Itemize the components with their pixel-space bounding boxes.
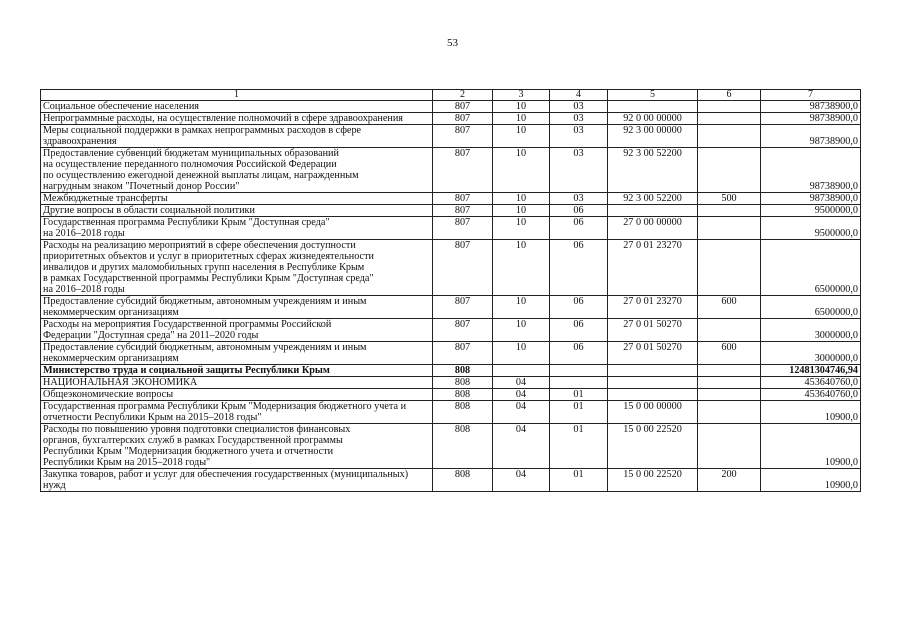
- expense-type-cell: 600: [698, 296, 761, 319]
- subsection-code-cell: 06: [550, 205, 608, 217]
- row-name-cell: Предоставление субсидий бюджетным, автономным учреждениям и иным некоммерческим организациям: [41, 342, 433, 365]
- table-row: [41, 342, 861, 365]
- subsection-code-cell: 03: [550, 125, 608, 148]
- table-row: [41, 113, 861, 125]
- section-code-cell: 10: [493, 296, 550, 319]
- row-name-cell: Расходы на реализацию мероприятий в сфере обеспечения доступности приоритетных объектов и услуг в приоритетных сферах жизнедеятельности инвалидов и других маломобильных групп населения в Республике Крым в рамках Государственной программы Республики Крым "Доступная среда" на 2016–2018 годы: [41, 240, 433, 296]
- page-number: 53: [447, 37, 458, 49]
- row-name-cell: Социальное обеспечение населения: [41, 101, 433, 113]
- subsection-code-cell: 06: [550, 296, 608, 319]
- subsection-code-cell: 06: [550, 319, 608, 342]
- expense-type-cell: [698, 377, 761, 389]
- subsection-code-cell: 03: [550, 113, 608, 125]
- amount-cell: 453640760,0: [761, 389, 861, 401]
- row-name-cell: Меры социальной поддержки в рамках непрограммных расходов в сфере здравоохранения: [41, 125, 433, 148]
- expense-type-cell: [698, 125, 761, 148]
- subsection-code-cell: 01: [550, 469, 608, 492]
- subsection-code-cell: 01: [550, 401, 608, 424]
- amount-cell: 10900,0: [761, 424, 861, 469]
- amount-cell: 10900,0: [761, 469, 861, 492]
- ministry-code-cell: 808: [433, 389, 493, 401]
- expense-type-cell: [698, 319, 761, 342]
- amount-cell: 453640760,0: [761, 377, 861, 389]
- amount-cell: 98738900,0: [761, 113, 861, 125]
- target-article-cell: 15 0 00 22520: [608, 424, 698, 469]
- target-article-cell: [608, 365, 698, 377]
- section-code-cell: 10: [493, 125, 550, 148]
- target-article-cell: 92 3 00 00000: [608, 125, 698, 148]
- amount-cell: 98738900,0: [761, 125, 861, 148]
- column-header: 3: [493, 90, 550, 101]
- target-article-cell: [608, 377, 698, 389]
- expense-type-cell: [698, 217, 761, 240]
- section-code-cell: 10: [493, 319, 550, 342]
- amount-cell: 12481304746,94: [761, 365, 861, 377]
- expense-type-cell: [698, 101, 761, 113]
- target-article-cell: 27 0 01 23270: [608, 240, 698, 296]
- expense-type-cell: [698, 424, 761, 469]
- target-article-cell: [608, 389, 698, 401]
- row-name-cell: Другие вопросы в области социальной политики: [41, 205, 433, 217]
- row-name-cell: Расходы на мероприятия Государственной программы Российской Федерации "Доступная среда" на 2011–2020 годы: [41, 319, 433, 342]
- table-row: [41, 205, 861, 217]
- section-code-cell: 10: [493, 217, 550, 240]
- table-row: [41, 240, 861, 296]
- target-article-cell: [608, 101, 698, 113]
- column-header: 5: [608, 90, 698, 101]
- expense-type-cell: [698, 365, 761, 377]
- row-name-cell: Министерство труда и социальной защиты Республики Крым: [41, 365, 433, 377]
- section-code-cell: 10: [493, 113, 550, 125]
- table-row: [41, 193, 861, 205]
- amount-cell: 6500000,0: [761, 240, 861, 296]
- row-name-cell: Государственная программа Республики Крым "Доступная среда" на 2016–2018 годы: [41, 217, 433, 240]
- table-row: [41, 389, 861, 401]
- subsection-code-cell: 03: [550, 101, 608, 113]
- section-code-cell: 10: [493, 240, 550, 296]
- amount-cell: 9500000,0: [761, 217, 861, 240]
- expense-type-cell: [698, 205, 761, 217]
- subsection-code-cell: 06: [550, 217, 608, 240]
- target-article-cell: 27 0 01 23270: [608, 296, 698, 319]
- row-name-cell: Закупка товаров, работ и услуг для обеспечения государственных (муниципальных) нужд: [41, 469, 433, 492]
- row-name-cell: Предоставление субвенций бюджетам муниципальных образований на осуществление переданного полномочия Российской Федерации по осуществлению ежегодной денежной выплаты лицам, награжденным нагрудным знаком "Почетный донор России": [41, 148, 433, 193]
- section-code-cell: 10: [493, 205, 550, 217]
- table-row: [41, 469, 861, 492]
- amount-cell: 3000000,0: [761, 342, 861, 365]
- section-code-cell: 10: [493, 101, 550, 113]
- ministry-code-cell: 808: [433, 469, 493, 492]
- table-row: [41, 401, 861, 424]
- amount-cell: 10900,0: [761, 401, 861, 424]
- table-row: [41, 424, 861, 469]
- row-name-cell: Межбюджетные трансферты: [41, 193, 433, 205]
- table-row: [41, 125, 861, 148]
- amount-cell: 98738900,0: [761, 101, 861, 113]
- ministry-code-cell: 807: [433, 319, 493, 342]
- subsection-code-cell: [550, 365, 608, 377]
- ministry-code-cell: 807: [433, 148, 493, 193]
- expense-type-cell: 500: [698, 193, 761, 205]
- ministry-code-cell: 808: [433, 365, 493, 377]
- expense-type-cell: 600: [698, 342, 761, 365]
- table-row: [41, 377, 861, 389]
- row-name-cell: Непрограммные расходы, на осуществление полномочий в сфере здравоохранения: [41, 113, 433, 125]
- expense-type-cell: [698, 113, 761, 125]
- row-name-cell: НАЦИОНАЛЬНАЯ ЭКОНОМИКА: [41, 377, 433, 389]
- table-row: [41, 217, 861, 240]
- ministry-code-cell: 807: [433, 296, 493, 319]
- ministry-code-cell: 807: [433, 342, 493, 365]
- amount-cell: 3000000,0: [761, 319, 861, 342]
- amount-cell: 9500000,0: [761, 205, 861, 217]
- section-code-cell: [493, 365, 550, 377]
- amount-cell: 98738900,0: [761, 193, 861, 205]
- ministry-code-cell: 807: [433, 125, 493, 148]
- column-header: 7: [761, 90, 861, 101]
- target-article-cell: 15 0 00 22520: [608, 469, 698, 492]
- ministry-code-cell: 807: [433, 205, 493, 217]
- amount-cell: 6500000,0: [761, 296, 861, 319]
- section-code-cell: 10: [493, 342, 550, 365]
- ministry-code-cell: 808: [433, 401, 493, 424]
- subsection-code-cell: [550, 377, 608, 389]
- ministry-code-cell: 808: [433, 377, 493, 389]
- expense-type-cell: [698, 389, 761, 401]
- subsection-code-cell: 06: [550, 240, 608, 296]
- table-row: [41, 148, 861, 193]
- table-row: [41, 101, 861, 113]
- target-article-cell: 27 0 00 00000: [608, 217, 698, 240]
- expense-type-cell: [698, 401, 761, 424]
- subsection-code-cell: 03: [550, 193, 608, 205]
- expense-type-cell: [698, 240, 761, 296]
- section-code-cell: 04: [493, 401, 550, 424]
- section-code-cell: 10: [493, 148, 550, 193]
- table-header-row: [41, 90, 861, 101]
- row-name-cell: Общеэкономические вопросы: [41, 389, 433, 401]
- table-row: [41, 296, 861, 319]
- section-code-cell: 10: [493, 193, 550, 205]
- ministry-code-cell: 808: [433, 424, 493, 469]
- section-code-cell: 04: [493, 377, 550, 389]
- subsection-code-cell: 01: [550, 389, 608, 401]
- expense-type-cell: 200: [698, 469, 761, 492]
- column-header: 1: [41, 90, 433, 101]
- table-row: [41, 365, 861, 377]
- subsection-code-cell: 06: [550, 342, 608, 365]
- column-header: 4: [550, 90, 608, 101]
- target-article-cell: 27 0 01 50270: [608, 319, 698, 342]
- section-code-cell: 04: [493, 424, 550, 469]
- ministry-code-cell: 807: [433, 217, 493, 240]
- row-name-cell: Государственная программа Республики Крым "Модернизация бюджетного учета и отчетности Республики Крым на 2015–2018 годы": [41, 401, 433, 424]
- amount-cell: 98738900,0: [761, 148, 861, 193]
- ministry-code-cell: 807: [433, 101, 493, 113]
- target-article-cell: 92 0 00 00000: [608, 113, 698, 125]
- target-article-cell: [608, 205, 698, 217]
- target-article-cell: 27 0 01 50270: [608, 342, 698, 365]
- column-header: 2: [433, 90, 493, 101]
- subsection-code-cell: 01: [550, 424, 608, 469]
- budget-table: [40, 89, 861, 492]
- ministry-code-cell: 807: [433, 193, 493, 205]
- expense-type-cell: [698, 148, 761, 193]
- target-article-cell: 15 0 00 00000: [608, 401, 698, 424]
- subsection-code-cell: 03: [550, 148, 608, 193]
- row-name-cell: Расходы по повышению уровня подготовки специалистов финансовых органов, бухгалтерских служб в рамках Государственной программы Республики Крым "Модернизация бюджетного учета и отчетности Республики Крым на 2015–2018 годы": [41, 424, 433, 469]
- section-code-cell: 04: [493, 469, 550, 492]
- section-code-cell: 04: [493, 389, 550, 401]
- table-row: [41, 319, 861, 342]
- row-name-cell: Предоставление субсидий бюджетным, автономным учреждениям и иным некоммерческим организациям: [41, 296, 433, 319]
- ministry-code-cell: 807: [433, 240, 493, 296]
- target-article-cell: 92 3 00 52200: [608, 148, 698, 193]
- column-header: 6: [698, 90, 761, 101]
- target-article-cell: 92 3 00 52200: [608, 193, 698, 205]
- ministry-code-cell: 807: [433, 113, 493, 125]
